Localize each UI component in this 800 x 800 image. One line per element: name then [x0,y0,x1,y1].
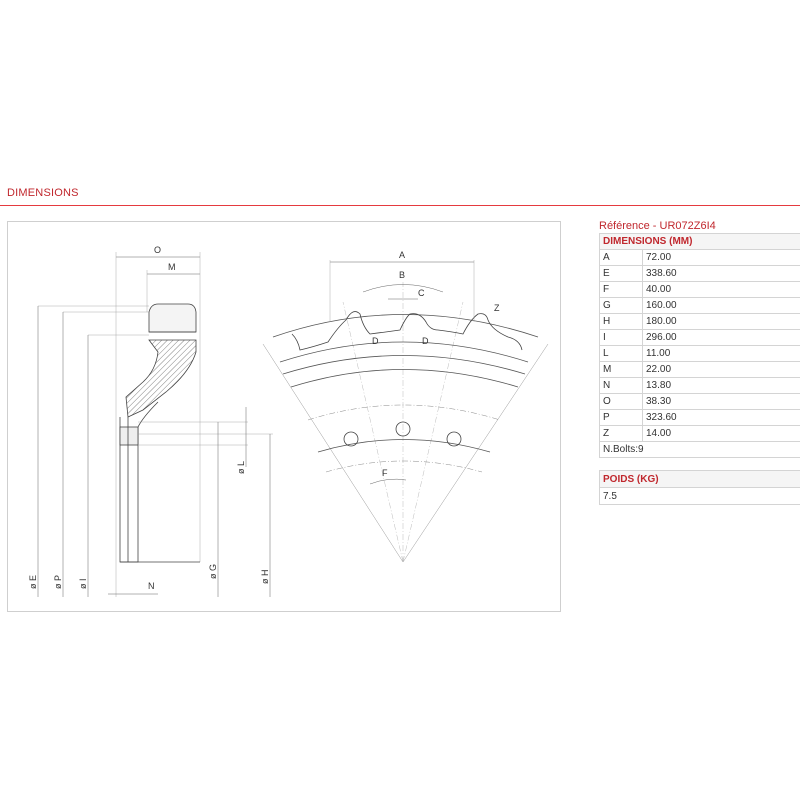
label-b: B [399,270,406,280]
label-i: ø I [78,578,88,589]
dim-value: 296.00 [643,330,800,346]
label-n: N [148,581,155,591]
dim-key: I [600,330,643,346]
dim-key: O [600,394,643,410]
dim-key: L [600,346,643,362]
label-h: ø H [260,569,270,584]
dim-value: 323.60 [643,410,800,426]
label-f: F [382,468,388,478]
table-row [600,362,800,378]
dim-key: M [600,362,643,378]
dim-value: 13.80 [643,378,800,394]
dim-value: 338.60 [643,266,800,282]
dimensions-table-header: DIMENSIONS (MM) [600,234,800,250]
dim-value: 11.00 [643,346,800,362]
table-row [600,410,800,426]
bolts-count: N.Bolts:9 [600,442,800,458]
label-g: ø G [208,564,218,579]
label-d-left: D [372,336,379,346]
dim-key: G [600,298,643,314]
label-m: M [168,262,176,272]
label-p: ø P [53,574,63,589]
dim-key: N [600,378,643,394]
dim-value: 22.00 [643,362,800,378]
table-row [600,378,800,394]
label-c: C [418,288,425,298]
table-row [600,314,800,330]
label-e: ø E [28,574,38,589]
dim-value: 40.00 [643,282,800,298]
side-section-view [38,252,273,597]
table-row [600,394,800,410]
table-row [600,330,800,346]
section-title: DIMENSIONS [7,187,79,199]
weight-header: POIDS (KG) [600,471,800,488]
table-row [600,282,800,298]
dim-key: P [600,410,643,426]
dim-value: 160.00 [643,298,800,314]
table-row [600,250,800,266]
dim-key: F [600,282,643,298]
weight-table [599,470,800,505]
table-row [600,298,800,314]
side-view-labels [28,245,270,591]
reference-label: Référence - UR072Z6I4 [599,220,716,232]
dim-value: 38.30 [643,394,800,410]
dim-key: E [600,266,643,282]
table-row [600,346,800,362]
dim-key: Z [600,426,643,442]
dim-value: 180.00 [643,314,800,330]
dim-value: 14.00 [643,426,800,442]
front-sector-view [263,260,548,562]
label-d-right: D [422,336,429,346]
technical-drawing [7,221,561,612]
table-row [600,426,800,442]
weight-value: 7.5 [600,488,800,505]
front-view-labels [372,250,500,478]
table-row [600,266,800,282]
sprocket-drawing-svg [8,222,560,611]
dim-key: H [600,314,643,330]
label-o: O [154,245,162,255]
section-divider [0,205,800,206]
label-l: ø L [236,460,246,474]
dim-key: A [600,250,643,266]
label-a: A [399,250,406,260]
table-row [600,442,800,458]
dim-value: 72.00 [643,250,800,266]
label-z: Z [494,303,500,313]
dimensions-table [599,233,800,458]
